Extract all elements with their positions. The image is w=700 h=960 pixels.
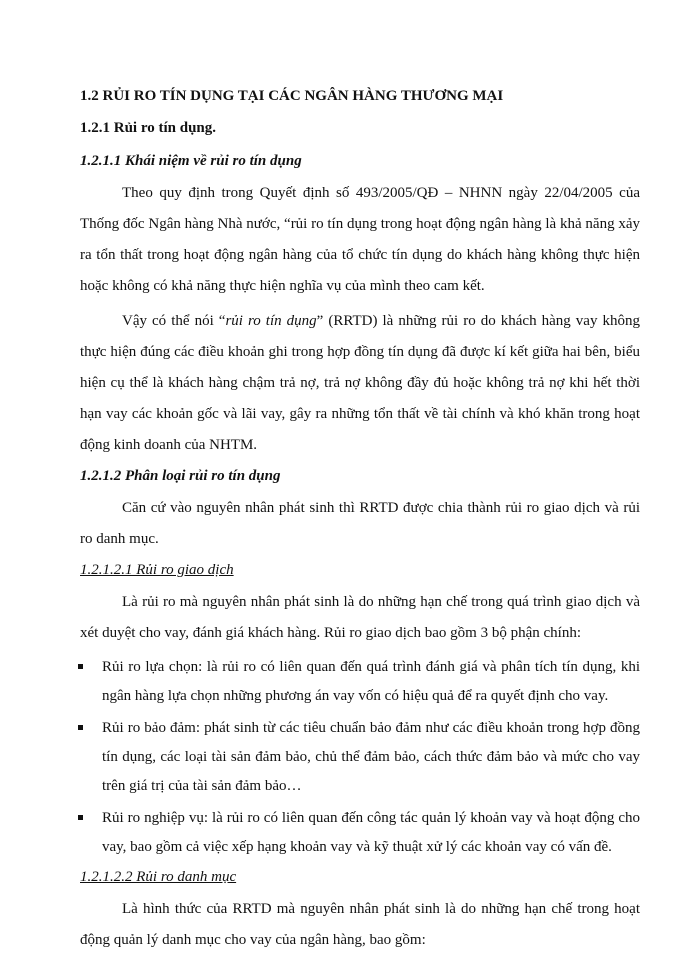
heading-khai-niem: 1.2.1.1 Khái niệm về rủi ro tín dụng (80, 153, 302, 169)
square-bullet-icon (78, 815, 83, 820)
list-item (80, 653, 640, 711)
square-bullet-icon (78, 725, 83, 730)
subsection-title: 1.2.1 Rủi ro tín dụng. (80, 120, 217, 136)
section-title: 1.2 RỦI RO TÍN DỤNG TẠI CÁC NGÂN HÀNG THƯƠNG MẠI (80, 88, 504, 104)
paragraph-classification: Căn cứ vào nguyên nhân phát sinh thì RRTD được chia thành rủi ro giao dịch và rủi ro danh mục. (80, 500, 640, 547)
list-item-text: Rủi ro lựa chọn: là rủi ro có liên quan đến quá trình đánh giá và phân tích tín dụng, khi ngân hàng lựa chọn những phương án vay vốn có hiệu quả để ra quyết định cho vay. (102, 659, 640, 704)
paragraph-rrtd-end: ” (RRTD) là những rủi ro do khách hàng vay không thực hiện đúng các điều khoản ghi trong hợp đồng tín dụng đã được kí kết giữa hai bên, biểu hiện cụ thể là khách hàng chậm trả nợ, trả nợ không đầy đủ hoặc không trả nợ khi hết thời hạn vay các khoản gốc và lãi vay, gây ra những tổn thất về tài chính và khó khăn trong hoạt động kinh doanh của NHTM. (80, 313, 640, 453)
list-item-text: Rủi ro nghiệp vụ: là rủi ro có liên quan đến công tác quản lý khoản vay và hoạt động cho vay, bao gồm cả việc xếp hạng khoản vay và kỹ thuật xử lý các khoản vay có vấn đề. (102, 810, 640, 855)
term-rui-ro-tin-dung: rủi ro tín dụng (225, 313, 317, 329)
paragraph-rrtd (80, 306, 640, 461)
heading-rui-ro-giao-dich: 1.2.1.2.1 Rủi ro giao dịch (80, 562, 234, 578)
list-item (80, 714, 640, 801)
heading-phan-loai: 1.2.1.2 Phân loại rủi ro tín dụng (80, 468, 281, 484)
paragraph-definition: Theo quy định trong Quyết định số 493/2005/QĐ – NHNN ngày 22/04/2005 của Thống đốc Ngân hàng Nhà nước, “rủi ro tín dụng trong hoạt động ngân hàng là khả năng xảy ra tổn thất trong hoạt động ngân hàng của tổ chức tín dụng do khách hàng không thực hiện hoặc không có khả năng thực hiện nghĩa vụ của mình theo cam kết. (80, 185, 640, 294)
paragraph-danh-muc: Là hình thức của RRTD mà nguyên nhân phát sinh là do những hạn chế trong hoạt động quản lý danh mục cho vay của ngân hàng, bao gồm: (80, 901, 640, 948)
bullet-list (80, 653, 640, 862)
paragraph-giao-dich: Là rủi ro mà nguyên nhân phát sinh là do những hạn chế trong quá trình giao dịch và xét duyệt cho vay, đánh giá khách hàng. Rủi ro giao dịch bao gồm 3 bộ phận chính: (80, 594, 640, 641)
list-item (80, 804, 640, 862)
paragraph-rrtd-start: Vậy có thể nói “ (122, 313, 226, 329)
heading-rui-ro-danh-muc: 1.2.1.2.2 Rủi ro danh mục (80, 869, 237, 885)
square-bullet-icon (78, 664, 83, 669)
list-item-text: Rủi ro bảo đảm: phát sinh từ các tiêu chuẩn bảo đảm như các điều khoản trong hợp đồng tín dụng, các loại tài sản đảm bảo, chủ thể đảm bảo, cách thức đảm bảo và mức cho vay trên giá trị của tài sản đảm bảo… (102, 720, 640, 794)
